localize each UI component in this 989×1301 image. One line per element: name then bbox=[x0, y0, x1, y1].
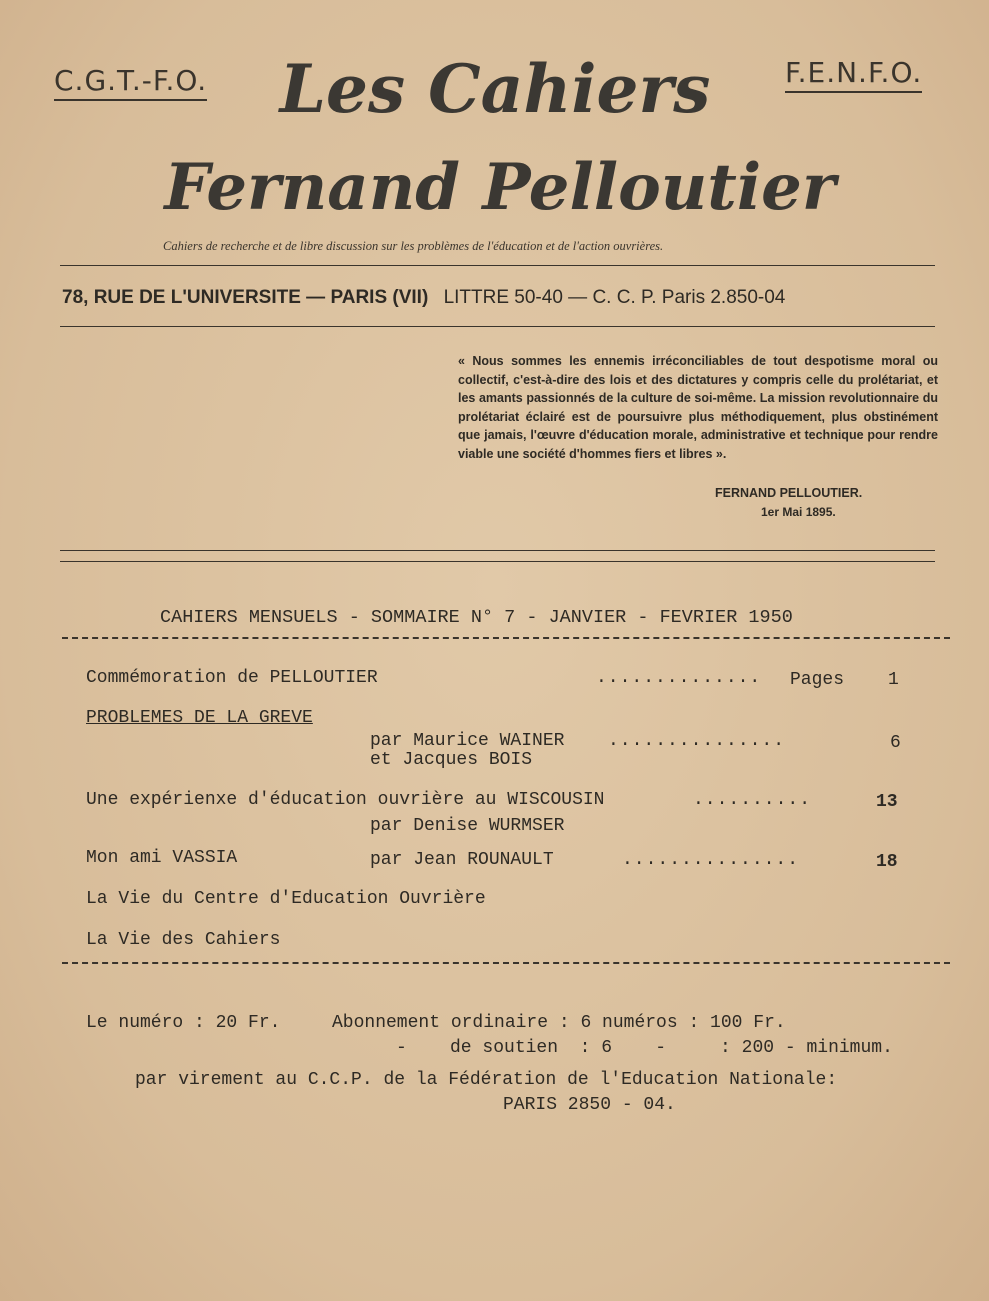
toc-page-number: 6 bbox=[890, 733, 901, 753]
price-single-issue: Le numéro : 20 Fr. bbox=[86, 1013, 281, 1033]
toc-leader-dots: .............. bbox=[596, 668, 762, 688]
sommaire-heading: CAHIERS MENSUELS - SOMMAIRE N° 7 - JANVIER - FEVRIER 1950 bbox=[160, 607, 793, 628]
toc-leader-dots: ............... bbox=[622, 850, 800, 870]
toc-pages-label: Pages bbox=[790, 670, 845, 690]
subtitle: Cahiers de recherche et de libre discussion sur les problèmes de l'éducation et de l'action ouvrières. bbox=[163, 239, 664, 253]
toc-leader-dots: .......... bbox=[693, 790, 812, 810]
toc-page-number: 13 bbox=[876, 792, 898, 812]
toc-item-title: Une expérienxe d'éducation ouvrière au WISCOUSIN bbox=[86, 790, 605, 810]
toc-item-byline: par Maurice WAINER bbox=[370, 731, 565, 751]
title-line-1: Les Cahiers bbox=[279, 50, 711, 128]
address-line bbox=[62, 287, 785, 309]
payment-account: PARIS 2850 - 04. bbox=[503, 1095, 676, 1115]
address-bold: 78, RUE DE L'UNIVERSITE — PARIS (VII) bbox=[62, 287, 429, 308]
title-line-2: Fernand Pelloutier bbox=[164, 150, 836, 225]
quote-date: 1er Mai 1895. bbox=[761, 505, 836, 519]
toc-item-title: La Vie des Cahiers bbox=[86, 930, 281, 950]
toc-item-title: PROBLEMES DE LA GREVE bbox=[86, 708, 313, 728]
toc-item-title: Mon ami VASSIA bbox=[86, 848, 238, 868]
toc-item-byline-2: et Jacques BOIS bbox=[370, 750, 533, 770]
rule-address bbox=[60, 326, 935, 327]
dashed-rule-bottom bbox=[62, 962, 950, 964]
org-left-text: C.G.T.-F.O. bbox=[54, 64, 207, 101]
toc-page-number: 18 bbox=[876, 852, 898, 872]
toc-item-title: La Vie du Centre d'Education Ouvrière bbox=[86, 889, 486, 909]
price-subscription: Abonnement ordinaire : 6 numéros : 100 Fr. bbox=[332, 1013, 786, 1033]
address-rest: LITTRE 50-40 — C. C. P. Paris 2.850-04 bbox=[443, 287, 786, 308]
org-left bbox=[54, 64, 207, 97]
rule-top bbox=[60, 265, 935, 266]
pelloutier-quote: « Nous sommes les ennemis irréconciliables de tout despotisme moral ou collectif, c'est-à-dire des lois et des dictatures y compris celle du prolétariat, et les amants passionnés de la culture de soi-même. La mission revolutionnaire du prolétariat éclairé est de poursuivre plus méthodiquement, plus obstinément que jamais, l'œuvre d'éducation morale, administrative et technique pour rendre viable une société d'hommes fiers et libres ». bbox=[458, 354, 938, 461]
toc-item-byline: par Denise WURMSER bbox=[370, 816, 565, 836]
payment-instructions: par virement au C.C.P. de la Fédération de l'Education Nationale: bbox=[135, 1070, 838, 1090]
rule-double-1 bbox=[60, 550, 935, 551]
toc-item-title: Commémoration de PELLOUTIER bbox=[86, 668, 378, 688]
dashed-rule-top bbox=[62, 637, 950, 639]
toc-leader-dots: ............... bbox=[608, 731, 786, 751]
price-support: - de soutien : 6 - : 200 - minimum. bbox=[396, 1038, 893, 1058]
org-right bbox=[785, 56, 922, 89]
toc-page-number: 1 bbox=[888, 670, 899, 690]
quote-author: FERNAND PELLOUTIER. bbox=[715, 486, 863, 500]
rule-double-2 bbox=[60, 561, 935, 562]
org-right-text: F.E.N.F.O. bbox=[785, 56, 922, 93]
toc-item-byline: par Jean ROUNAULT bbox=[370, 850, 554, 870]
